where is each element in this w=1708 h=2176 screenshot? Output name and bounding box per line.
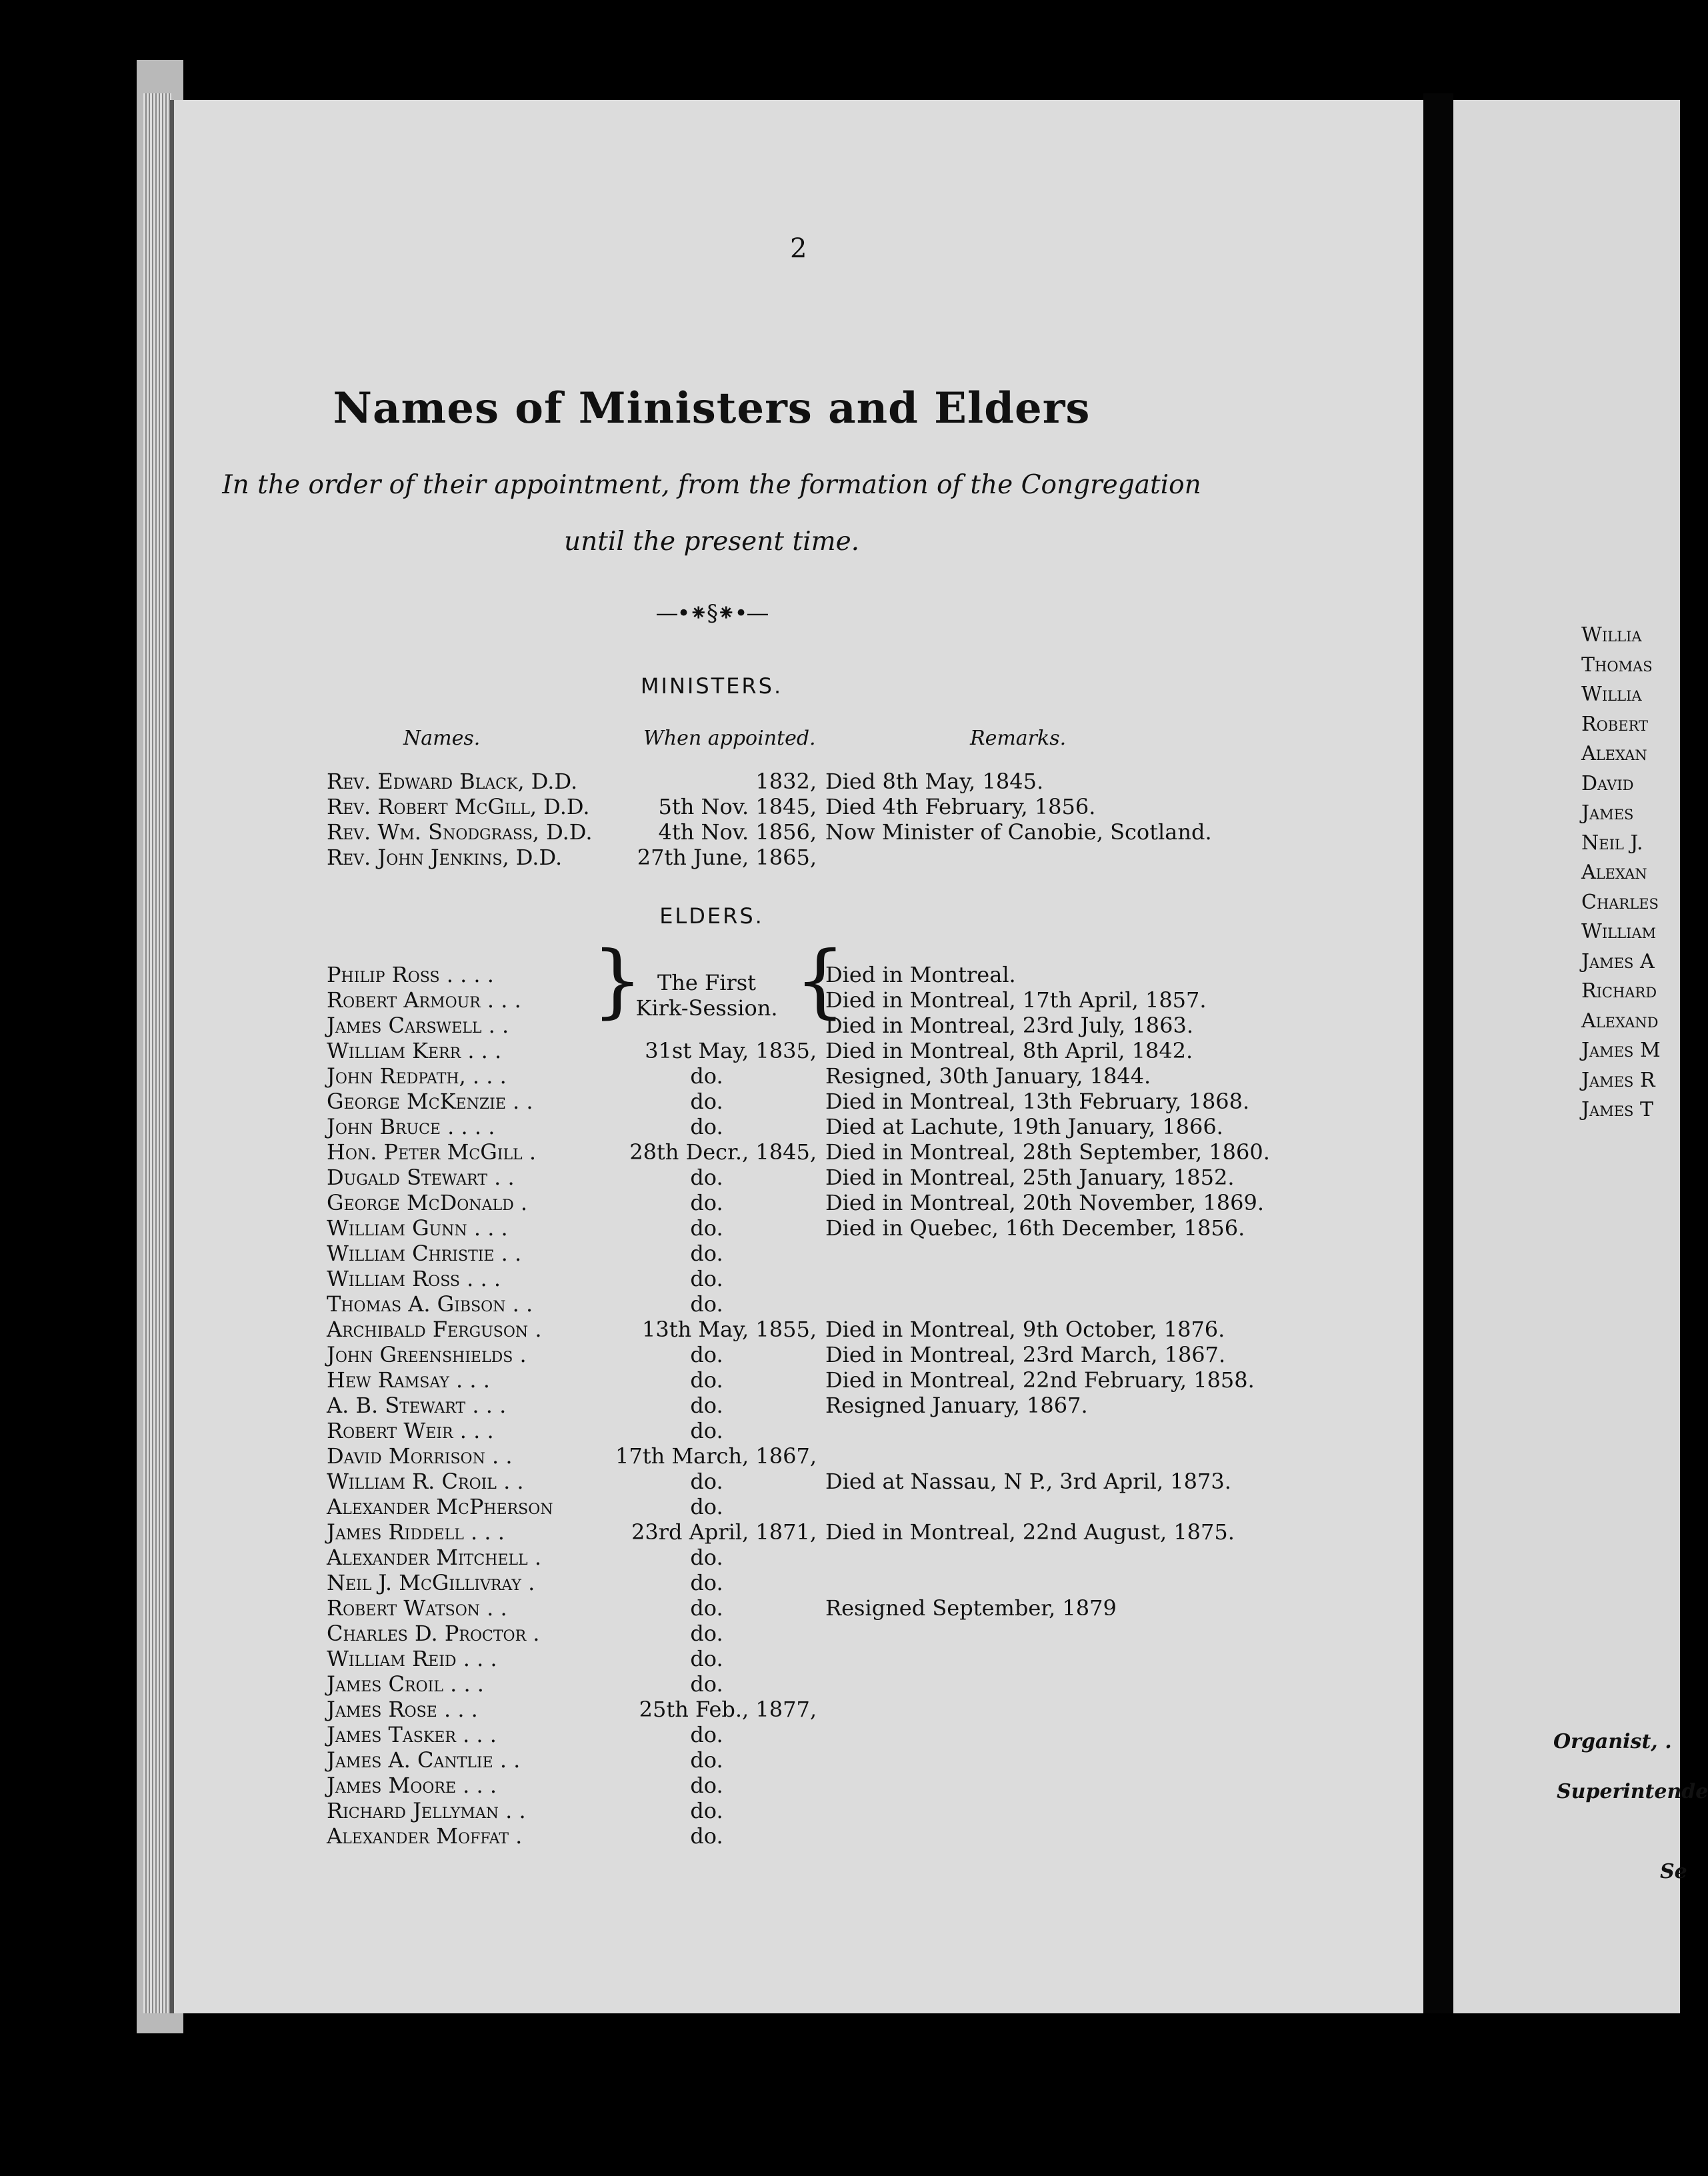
- elder-remark: Died in Montreal, 25th January, 1852.: [825, 1165, 1235, 1190]
- elder-date: do.: [690, 1114, 723, 1139]
- elder-remark: Died in Quebec, 16th December, 1856.: [825, 1215, 1245, 1241]
- elder-date: do.: [690, 1367, 723, 1393]
- elder-date: do.: [690, 1646, 723, 1671]
- right-page-name: Charles: [1581, 890, 1659, 914]
- elder-name: David Morrison . .: [327, 1443, 513, 1469]
- minister-date: 1832,: [755, 769, 817, 794]
- elder-date: 25th Feb., 1877,: [639, 1697, 817, 1722]
- elder-remark: Resigned September, 1879: [825, 1595, 1117, 1621]
- right-page-name: James T: [1581, 1098, 1653, 1121]
- elder-name: Dugald Stewart . .: [327, 1165, 515, 1190]
- right-page-name: David: [1581, 771, 1634, 795]
- elder-date: do.: [690, 1215, 723, 1241]
- superintendent-label: Superintende: [1557, 1780, 1708, 1803]
- first-session-label-line-2: Kirk-Session.: [635, 995, 778, 1021]
- elder-name: A. B. Stewart . . .: [327, 1393, 507, 1418]
- right-page-name: Robert: [1581, 712, 1649, 736]
- minister-name: Rev. Wm. Snodgrass, D.D.: [327, 819, 593, 845]
- elder-name: James Tasker . . .: [327, 1722, 497, 1747]
- elder-date: do.: [690, 1773, 723, 1798]
- elder-date: 17th March, 1867,: [615, 1443, 817, 1469]
- elder-name: Thomas A. Gibson . .: [327, 1291, 533, 1317]
- elder-date: do.: [690, 1595, 723, 1621]
- right-page-name: Alexan: [1581, 861, 1647, 884]
- elder-date: 13th May, 1855,: [642, 1317, 817, 1342]
- elder-remark: Died in Montreal, 17th April, 1857.: [825, 987, 1207, 1013]
- elder-name: James Croil . . .: [327, 1671, 484, 1697]
- elder-date: do.: [690, 1671, 723, 1697]
- ministers-heading: MINISTERS.: [640, 673, 783, 699]
- elder-date: do.: [690, 1291, 723, 1317]
- right-page-name: William: [1581, 920, 1656, 943]
- elder-date: do.: [690, 1798, 723, 1823]
- minister-name: Rev. Robert McGill, D.D.: [327, 794, 590, 819]
- right-page-name: James A: [1581, 949, 1655, 973]
- elder-date: 28th Decr., 1845,: [629, 1139, 817, 1165]
- elder-name: Robert Watson . .: [327, 1595, 507, 1621]
- organist-label: Organist, .: [1553, 1730, 1672, 1753]
- elder-date: do.: [690, 1823, 723, 1849]
- elder-name: Archibald Ferguson .: [327, 1317, 542, 1342]
- elder-date: do.: [690, 1570, 723, 1595]
- elder-name: Charles D. Proctor .: [327, 1621, 540, 1646]
- right-page-name: Alexan: [1581, 742, 1647, 765]
- column-header-when-appointed: When appointed.: [643, 727, 816, 750]
- subtitle-line-1: In the order of their appointment, from the formation of the Congregation: [222, 470, 1201, 500]
- elder-remark: Resigned January, 1867.: [825, 1393, 1088, 1418]
- minister-name: Rev. John Jenkins, D.D.: [327, 845, 563, 870]
- elder-name: James Rose . . .: [327, 1697, 478, 1722]
- elder-remark: Died in Montreal, 13th February, 1868.: [825, 1089, 1250, 1114]
- elder-name: Hon. Peter McGill .: [327, 1139, 537, 1165]
- elder-remark: Died at Lachute, 19th January, 1866.: [825, 1114, 1223, 1139]
- subtitle-line-2: until the present time.: [563, 527, 860, 557]
- brace-left: }: [592, 935, 643, 1027]
- elder-remark: Died in Montreal, 22nd February, 1858.: [825, 1367, 1255, 1393]
- elder-date: do.: [690, 1494, 723, 1519]
- elder-date: do.: [690, 1063, 723, 1089]
- elder-name: James Riddell . . .: [327, 1519, 505, 1545]
- elder-name: Alexander McPherson: [327, 1494, 553, 1519]
- elder-date: do.: [690, 1545, 723, 1570]
- minister-remark: Now Minister of Canobie, Scotland.: [825, 819, 1212, 845]
- elder-date: do.: [690, 1418, 723, 1443]
- elder-name: William Ross . . .: [327, 1266, 501, 1291]
- elder-remark: Died in Montreal, 9th October, 1876.: [825, 1317, 1225, 1342]
- elder-date: do.: [690, 1165, 723, 1190]
- elder-date: do.: [690, 1747, 723, 1773]
- book-gutter: [1423, 93, 1453, 2013]
- elder-name: John Bruce . . . .: [327, 1114, 495, 1139]
- minister-name: Rev. Edward Black, D.D.: [327, 769, 578, 794]
- column-header-remarks: Remarks.: [970, 727, 1067, 750]
- elder-name: William Christie . .: [327, 1241, 522, 1266]
- elder-name: Neil J. McGillivray .: [327, 1570, 535, 1595]
- brace-right: {: [795, 935, 846, 1027]
- elder-name: James A. Cantlie . .: [327, 1747, 521, 1773]
- elder-name: Robert Armour . . .: [327, 987, 521, 1013]
- ornament-divider: —•⁕§⁕•—: [655, 600, 768, 627]
- elders-heading: ELDERS.: [659, 903, 764, 929]
- elder-name: John Greenshields .: [327, 1342, 527, 1367]
- elder-remark: Died at Nassau, N P., 3rd April, 1873.: [825, 1469, 1231, 1494]
- elder-name: Philip Ross . . . .: [327, 962, 494, 987]
- elder-date: do.: [690, 1241, 723, 1266]
- elder-name: Alexander Moffat .: [327, 1823, 523, 1849]
- elder-date: do.: [690, 1469, 723, 1494]
- right-page-name: Richard: [1581, 979, 1657, 1003]
- elder-date: do.: [690, 1393, 723, 1418]
- elder-remark: Died in Montreal.: [825, 962, 1016, 987]
- elder-name: William Kerr . . .: [327, 1038, 502, 1063]
- elder-name: Richard Jellyman . .: [327, 1798, 526, 1823]
- right-page-name: James R: [1581, 1068, 1655, 1092]
- right-page-fragment: Se: [1660, 1860, 1687, 1883]
- right-page-name: Willia: [1581, 623, 1642, 647]
- elder-name: James Carswell . .: [327, 1013, 509, 1038]
- right-page-name: Willia: [1581, 683, 1642, 706]
- page-title: Names of Ministers and Elders: [333, 383, 1091, 433]
- elder-remark: Died in Montreal, 23rd March, 1867.: [825, 1342, 1226, 1367]
- elder-name: William Gunn . . .: [327, 1215, 508, 1241]
- right-page-name: Thomas: [1581, 653, 1653, 677]
- elder-date: do.: [690, 1342, 723, 1367]
- elder-date: do.: [690, 1190, 723, 1215]
- elder-name: Alexander Mitchell .: [327, 1545, 541, 1570]
- elder-name: Robert Weir . . .: [327, 1418, 494, 1443]
- elder-name: Hew Ramsay . . .: [327, 1367, 490, 1393]
- page-number: 2: [790, 233, 807, 264]
- right-page-name: Alexand: [1581, 1009, 1659, 1033]
- elder-remark: Died in Montreal, 20th November, 1869.: [825, 1190, 1265, 1215]
- elder-remark: Resigned, 30th January, 1844.: [825, 1063, 1151, 1089]
- minister-date: 4th Nov. 1856,: [658, 819, 817, 845]
- elder-date: do.: [690, 1722, 723, 1747]
- minister-remark: Died 4th February, 1856.: [825, 794, 1096, 819]
- elder-date: do.: [690, 1089, 723, 1114]
- elder-date: 23rd April, 1871,: [631, 1519, 817, 1545]
- right-page-name: James: [1581, 801, 1634, 825]
- minister-remark: Died 8th May, 1845.: [825, 769, 1044, 794]
- elder-date: 31st May, 1835,: [645, 1038, 817, 1063]
- elder-name: William Reid . . .: [327, 1646, 497, 1671]
- elder-date: do.: [690, 1266, 723, 1291]
- right-page-name: Neil J.: [1581, 831, 1643, 855]
- elder-remark: Died in Montreal, 23rd July, 1863.: [825, 1013, 1194, 1038]
- elder-name: John Redpath, . . .: [327, 1063, 507, 1089]
- elder-date: do.: [690, 1621, 723, 1646]
- elder-name: William R. Croil . .: [327, 1469, 524, 1494]
- column-header-names: Names.: [403, 727, 481, 750]
- elder-remark: Died in Montreal, 28th September, 1860.: [825, 1139, 1270, 1165]
- elder-name: George McDonald .: [327, 1190, 528, 1215]
- minister-date: 5th Nov. 1845,: [658, 794, 817, 819]
- elder-name: James Moore . . .: [327, 1773, 497, 1798]
- first-session-label-line-1: The First: [657, 970, 757, 995]
- right-page-name: James M: [1581, 1039, 1661, 1062]
- minister-date: 27th June, 1865,: [637, 845, 817, 870]
- elder-remark: Died in Montreal, 8th April, 1842.: [825, 1038, 1193, 1063]
- elder-remark: Died in Montreal, 22nd August, 1875.: [825, 1519, 1235, 1545]
- elder-name: George McKenzie . .: [327, 1089, 533, 1114]
